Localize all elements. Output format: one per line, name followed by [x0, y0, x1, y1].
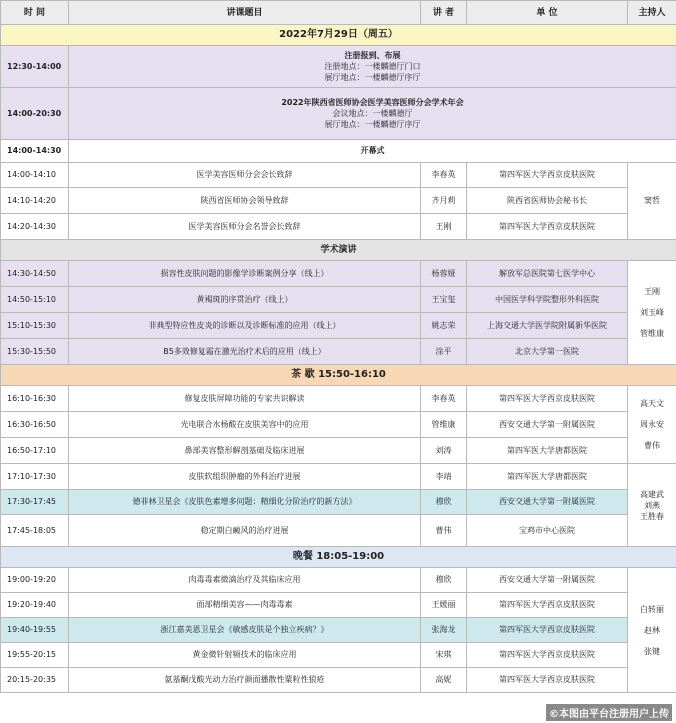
row-time: 15:30-15:50 [1, 339, 69, 365]
section-academic: 学术演讲 [1, 240, 676, 261]
host-name: 白转丽 [640, 604, 664, 614]
row-time: 19:55-20:15 [1, 643, 69, 668]
row-topic: 黄金微针射频技术的临床应用 [69, 643, 421, 668]
registration-time: 12:30-14:00 [1, 46, 69, 88]
row-time: 19:00-19:20 [1, 568, 69, 593]
row-topic: 浙江嘉美恩卫星会《敏感皮肤是个独立疾病？》 [69, 618, 421, 643]
opening-title: 开幕式 [69, 140, 676, 163]
row-time: 14:30-14:50 [1, 261, 69, 287]
row-topic: 医学美容医师分会名誉会长致辞 [69, 214, 421, 240]
afternoon-hosts [628, 386, 676, 464]
table-row [1, 214, 676, 240]
row-topic: 黄褐斑的序贯治疗（线上） [69, 287, 421, 313]
table-row [1, 593, 676, 618]
row-topic: 光电联合水杨酸在皮肤美容中的应用 [69, 412, 421, 438]
row-time: 15:10-15:30 [1, 313, 69, 339]
registration-line1: 注册地点：一楼麟德厅门口 [324, 62, 421, 71]
registration-row [1, 46, 676, 88]
date-title: 2022年7月29日（周五） [1, 25, 676, 46]
row-org: 北京大学第一医院 [467, 339, 628, 365]
host-name: 周永安 [640, 420, 664, 429]
row-speaker: 高妮 [421, 668, 467, 693]
row-topic: 稳定期白癜风的治疗进展 [69, 515, 421, 547]
header-host: 主持人 [628, 1, 676, 25]
row-speaker: 王宝玺 [421, 287, 467, 313]
host-name: 管维康 [640, 329, 664, 338]
row-speaker: 曹伟 [421, 515, 467, 547]
table-row [1, 386, 676, 412]
row-org: 陕西省医师协会秘书长 [467, 188, 628, 214]
row-speaker: 王媛丽 [421, 593, 467, 618]
table-row [1, 313, 676, 339]
row-org: 第四军医大学西京皮肤医院 [467, 643, 628, 668]
row-topic: 面部精细美容——肉毒毒素 [69, 593, 421, 618]
row-org: 解放军总医院第七医学中心 [467, 261, 628, 287]
header-row [1, 1, 676, 25]
row-speaker: 王刚 [421, 214, 467, 240]
row-time: 20:15-20:35 [1, 668, 69, 693]
row-topic: 损容性皮肤问题的影像学诊断案例分享（线上） [69, 261, 421, 287]
row-speaker: 姚志荣 [421, 313, 467, 339]
dinner-row [1, 547, 676, 568]
row-time: 17:10-17:30 [1, 464, 69, 490]
host-name: 刘玉峰 [640, 308, 664, 317]
row-topic: 氨基酮戊酸光动力治疗颜面播散性粟粒性狼疮 [69, 668, 421, 693]
row-org: 中国医学科学院整形外科医院 [467, 287, 628, 313]
row-time: 16:50-17:10 [1, 438, 69, 464]
host-name: 张键 [644, 646, 660, 656]
row-speaker: 杨蓉娅 [421, 261, 467, 287]
row-speaker: 李靖 [421, 464, 467, 490]
row-topic: B5多效修复霜在激光治疗术后的应用（线上） [69, 339, 421, 365]
row-org: 第四军医大学唐都医院 [467, 464, 628, 490]
header-time: 时 间 [1, 1, 69, 25]
host-name: 王刚 [644, 287, 660, 296]
host-name: 高建武 [640, 489, 664, 499]
table-row [1, 261, 676, 287]
row-speaker: 齐月莉 [421, 188, 467, 214]
table-row [1, 412, 676, 438]
row-topic: 皮肤软组织肿瘤的外科治疗进展 [69, 464, 421, 490]
row-org: 西安交通大学第一附属医院 [467, 568, 628, 593]
row-speaker: 李春英 [421, 163, 467, 188]
opening-time: 14:00-14:30 [1, 140, 69, 163]
row-time: 19:20-19:40 [1, 593, 69, 618]
dinner-label: 晚餐 18:05-19:00 [1, 547, 676, 568]
break-row [1, 365, 676, 386]
academic-hosts [628, 261, 676, 365]
row-topic: 陕西省医师协会领导致辞 [69, 188, 421, 214]
registration-info [69, 46, 676, 88]
row-topic: 修复皮肤屏障功能的专家共识解读 [69, 386, 421, 412]
annual-title: 2022年陕西省医师协会医学美容医师分会学术年会 [281, 98, 464, 107]
table-row [1, 188, 676, 214]
date-row [1, 25, 676, 46]
header-speaker: 讲 者 [421, 1, 467, 25]
table-row [1, 287, 676, 313]
opening-row [1, 140, 676, 163]
row-org: 第四军医大学唐都医院 [467, 438, 628, 464]
host-name: 曹伟 [644, 441, 660, 450]
section-row-academic [1, 240, 676, 261]
row-time: 17:30-17:45 [1, 490, 69, 515]
satellite-row [1, 490, 676, 515]
row-speaker: 宋琪 [421, 643, 467, 668]
row-org: 上海交通大学医学院附属新华医院 [467, 313, 628, 339]
row-time: 14:20-14:30 [1, 214, 69, 240]
row-time: 14:10-14:20 [1, 188, 69, 214]
host-name: 赵林 [644, 625, 660, 635]
row-speaker: 穆欣 [421, 568, 467, 593]
row-org: 第四军医大学西京皮肤医院 [467, 214, 628, 240]
table-row [1, 464, 676, 490]
registration-line2: 展厅地点：一楼麟德厅序厅 [324, 73, 421, 82]
annual-line1: 会议地点：一楼麟德厅 [332, 109, 413, 118]
host-name: 刘燕 [644, 500, 660, 510]
row-topic: 非典型特应性皮炎的诊断以及诊断标准的应用（线上） [69, 313, 421, 339]
row-org: 宝鸡市中心医院 [467, 515, 628, 547]
table-row [1, 515, 676, 547]
host-name: 王胜春 [640, 511, 664, 521]
late-hosts [628, 464, 676, 547]
row-topic: 鼻部美容整形解剖基础及临床进展 [69, 438, 421, 464]
row-time: 17:45-18:05 [1, 515, 69, 547]
table-row [1, 339, 676, 365]
row-speaker: 刘涛 [421, 438, 467, 464]
row-speaker: 管维康 [421, 412, 467, 438]
row-time: 14:50-15:10 [1, 287, 69, 313]
satellite-row [1, 618, 676, 643]
row-time: 16:10-16:30 [1, 386, 69, 412]
row-speaker: 李春英 [421, 386, 467, 412]
header-org: 单 位 [467, 1, 628, 25]
row-org: 第四军医大学西京皮肤医院 [467, 386, 628, 412]
header-topic: 讲课题目 [69, 1, 421, 25]
tea-break-label: 茶 歇 15:50-16:10 [1, 365, 676, 386]
row-time: 14:00-14:10 [1, 163, 69, 188]
row-speaker: 穆欣 [421, 490, 467, 515]
table-row [1, 668, 676, 693]
annual-line2: 展厅地点：一楼麟德厅序厅 [324, 120, 421, 129]
row-time: 19:40-19:55 [1, 618, 69, 643]
watermark: ©本图由平台注册用户上传 [546, 704, 672, 721]
row-org: 第四军医大学西京皮肤医院 [467, 618, 628, 643]
row-speaker: 张海龙 [421, 618, 467, 643]
table-row [1, 163, 676, 188]
table-row [1, 568, 676, 593]
row-org: 第四军医大学西京皮肤医院 [467, 668, 628, 693]
registration-title: 注册报到、布展 [344, 51, 401, 60]
row-org: 第四军医大学西京皮肤医院 [467, 593, 628, 618]
table-row [1, 438, 676, 464]
row-topic: 医学美容医师分会会长致辞 [69, 163, 421, 188]
opening-host: 窦哲 [628, 163, 676, 240]
evening-hosts [628, 568, 676, 693]
table-row [1, 643, 676, 668]
row-org: 西安交通大学第一附属医院 [467, 412, 628, 438]
row-speaker: 涂平 [421, 339, 467, 365]
annual-info [69, 88, 676, 140]
row-topic: 德菲林卫星会《皮肤色素增多问题：精细化分阶治疗的新方法》 [69, 490, 421, 515]
row-org: 西安交通大学第一附属医院 [467, 490, 628, 515]
row-topic: 肉毒毒素微滴治疗及其临床应用 [69, 568, 421, 593]
annual-row [1, 88, 676, 140]
annual-time: 14:00-20:30 [1, 88, 69, 140]
row-time: 16:30-16:50 [1, 412, 69, 438]
row-org: 第四军医大学西京皮肤医院 [467, 163, 628, 188]
host-name: 高天文 [640, 399, 664, 408]
